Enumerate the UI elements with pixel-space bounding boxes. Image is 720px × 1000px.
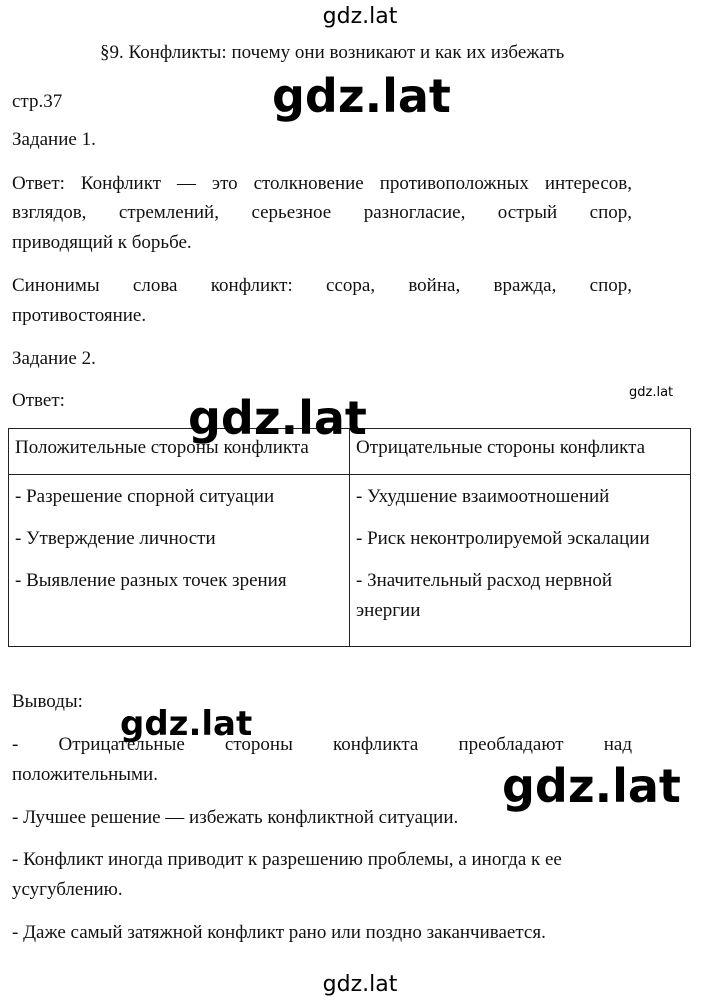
conclusions-label: Выводы: — [12, 691, 83, 712]
table-row — [9, 475, 691, 647]
watermark-big-2: gdz.lat — [188, 391, 367, 445]
conclusion-2: - Лучшее решение — избежать конфликтной ситуации. — [12, 807, 459, 828]
negative-item-2: - Риск неконтролируемой эскалации — [356, 528, 650, 549]
task2-label: Задание 2. — [12, 348, 96, 369]
table-header-negative — [350, 429, 691, 475]
header-negative-text: Отрицательные стороны конфликта — [356, 437, 646, 458]
negative-item-3: - Значительный расход нервной — [356, 570, 613, 591]
positive-item-1: - Разрешение спорной ситуации — [15, 486, 275, 507]
task1-synonyms-line-2: противостояние. — [12, 305, 147, 326]
positive-cell — [9, 475, 350, 647]
watermark-top: gdz.lat — [322, 4, 398, 29]
negative-cell — [350, 475, 691, 647]
conclusion-3-line-2: усугублению. — [12, 879, 123, 900]
task1-answer-line-1: Ответ: Конфликт — это столкновение противоположных интересов, — [12, 173, 632, 194]
conclusion-4: - Даже самый затяжной конфликт рано или поздно заканчивается. — [12, 922, 546, 943]
positive-item-2: - Утверждение личности — [15, 528, 216, 549]
watermark-big-4: gdz.lat — [502, 759, 681, 813]
watermark-small: gdz.lat — [629, 385, 674, 400]
task1-answer-line-3: приводящий к борьбе. — [12, 232, 192, 253]
positive-item-3: - Выявление разных точек зрения — [15, 570, 287, 591]
conclusion-3-line-1: - Конфликт иногда приводит к разрешению проблемы, а иногда к ее — [12, 849, 562, 870]
page-number: стр.37 — [12, 91, 63, 112]
pros-cons-table — [8, 428, 691, 647]
conclusion-1-line-1: - Отрицательные стороны конфликта преобладают над — [12, 734, 632, 755]
negative-item-1: - Ухудшение взаимоотношений — [356, 486, 610, 507]
task1-answer-line-2: взглядов, стремлений, серьезное разногласие, острый спор, — [12, 202, 632, 223]
section-title: §9. Конфликты: почему они возникают и как их избежать — [100, 42, 565, 63]
task1-synonyms-line-1: Синонимы слова конфликт: ссора, война, вражда, спор, — [12, 275, 632, 296]
watermark-big-1: gdz.lat — [272, 69, 451, 123]
header-positive-text: Положительные стороны конфликта — [15, 437, 309, 458]
watermark-bottom: gdz.lat — [322, 972, 398, 997]
conclusion-1-line-2: положительными. — [12, 764, 158, 785]
task2-answer-label: Ответ: — [12, 390, 65, 411]
task1-label: Задание 1. — [12, 129, 96, 150]
negative-item-3-cont: энергии — [356, 600, 421, 621]
watermark-big-3: gdz.lat — [120, 704, 253, 744]
